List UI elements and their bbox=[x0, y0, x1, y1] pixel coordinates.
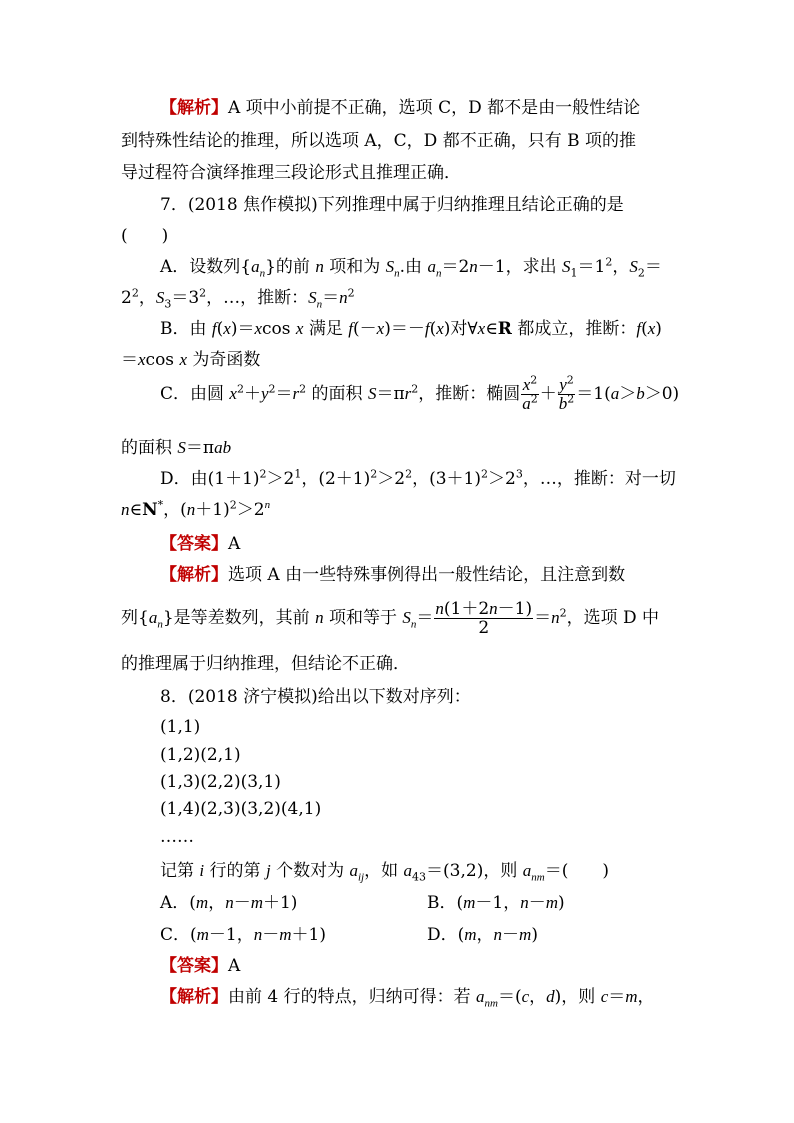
q8-sequence-row: (1,2)(2,1) bbox=[160, 745, 241, 765]
analysis-tag: 【解析】 bbox=[160, 565, 228, 585]
q7-analysis-line-2: 列$\{a_n\}$是等差数列，其前 n 项和等于 $S_n=$ $\frac{n(1+2n-1)}{2}$ $=n^2$，选项 D 中 bbox=[121, 599, 660, 638]
q8-sequence-row: …… bbox=[160, 827, 194, 847]
answer-tag: 【答案】 bbox=[160, 534, 228, 554]
fraction: $\frac{n(1+2n-1)}{2}$ bbox=[435, 599, 533, 638]
q8-question: 记第 i 行的第 j 个数对为 $a_{ij}$，如 $a_{43}=(3,2)$，则 $a_{nm}=$( ) bbox=[160, 861, 609, 884]
q7-option-c-line-1: C．由圆 $x^2+y^2=r^2$ 的面积 $S=\pi r^2$，推断：椭圆 $\frac{x^2}{a^2}$ ＋ $\frac{y^2}{b^2}$ ＝1(a＞b＞0) bbox=[160, 373, 680, 413]
q8-option-b: B．(m－1，n－m) bbox=[427, 893, 565, 913]
top-analysis-line-3: 导过程符合演绎推理三段论形式且推理正确． bbox=[121, 163, 461, 183]
analysis-tag: 【解析】 bbox=[160, 98, 228, 118]
q8-option-c: C．(m－1，n－m＋1) bbox=[160, 925, 326, 945]
q8-stem: 8．(2018 济宁模拟)给出以下数对序列： bbox=[160, 687, 471, 707]
q7-option-a-line-2: $2^2$，$S_3=3^2$，…，推断：$S_n=n^2$ bbox=[121, 286, 355, 311]
q8-option-d: D．(m，n－m) bbox=[427, 925, 538, 945]
q8-analysis-line-1: 【解析】由前 4 行的特点，归纳可得：若 $a_{nm}=(c$，d)，则 c＝m， bbox=[160, 987, 655, 1010]
q8-sequence-row: (1,3)(2,2)(3,1) bbox=[160, 772, 281, 792]
q7-option-b-line-2: ＝xcos x 为奇函数 bbox=[121, 350, 261, 370]
text: A 项中小前提不正确，选项 C，D 都不是由一般性结论 bbox=[228, 98, 641, 118]
q7-option-d-line-2: n∈N*，$(n+1)^2>2^n$ bbox=[121, 498, 271, 520]
analysis-tag: 【解析】 bbox=[160, 987, 228, 1007]
q7-option-a-line-1: A．设数列$\{a_n\}$的前 n 项和为 $S_n$.由 $a_n=2n-1$，求出 $S_1=1^2$，$S_2=$ bbox=[160, 255, 662, 280]
q8-sequence-row: (1,4)(2,3)(3,2)(4,1) bbox=[160, 799, 322, 819]
answer-value: A bbox=[228, 956, 241, 976]
q7-option-c-line-2: 的面积 S＝πab bbox=[121, 438, 232, 458]
answer-tag: 【答案】 bbox=[160, 956, 228, 976]
q7-option-d-line-1: D．由$(1+1)^2>2^1$，$(2+1)^2>2^2$，$(3+1)^2>2^3$，…，推断：对一切 bbox=[160, 467, 676, 489]
q8-option-a: A．(m，n－m＋1) bbox=[160, 893, 298, 913]
top-analysis-line-1 bbox=[160, 97, 640, 119]
q7-option-b-line-1: B．由 f(x)＝xcos x 满足 f(－x)＝－f(x)对∀x∈R 都成立，推断：f(x) bbox=[160, 319, 662, 339]
answer-value: A bbox=[228, 534, 241, 554]
fraction: $\frac{x^2}{a^2}$ bbox=[522, 373, 538, 413]
q7-analysis-line-1: 【解析】选项 A 由一些特殊事例得出一般性结论，且注意到数 bbox=[160, 565, 626, 585]
q7-analysis-line-3: 的推理属于归纳推理，但结论不正确． bbox=[121, 654, 410, 674]
top-analysis-line-2: 到特殊性结论的推理，所以选项 A，C，D 都不正确，只有 B 项的推 bbox=[121, 131, 637, 151]
q7-stem-line-2: ( ) bbox=[121, 226, 169, 246]
q7-answer bbox=[160, 533, 240, 555]
q7-stem-line-1: 7．(2018 焦作模拟)下列推理中属于归纳推理且结论正确的是 bbox=[160, 195, 624, 215]
fraction: $\frac{y^2}{b^2}$ bbox=[558, 373, 575, 413]
q8-answer bbox=[160, 955, 240, 977]
q8-sequence-row: (1,1) bbox=[160, 717, 201, 737]
